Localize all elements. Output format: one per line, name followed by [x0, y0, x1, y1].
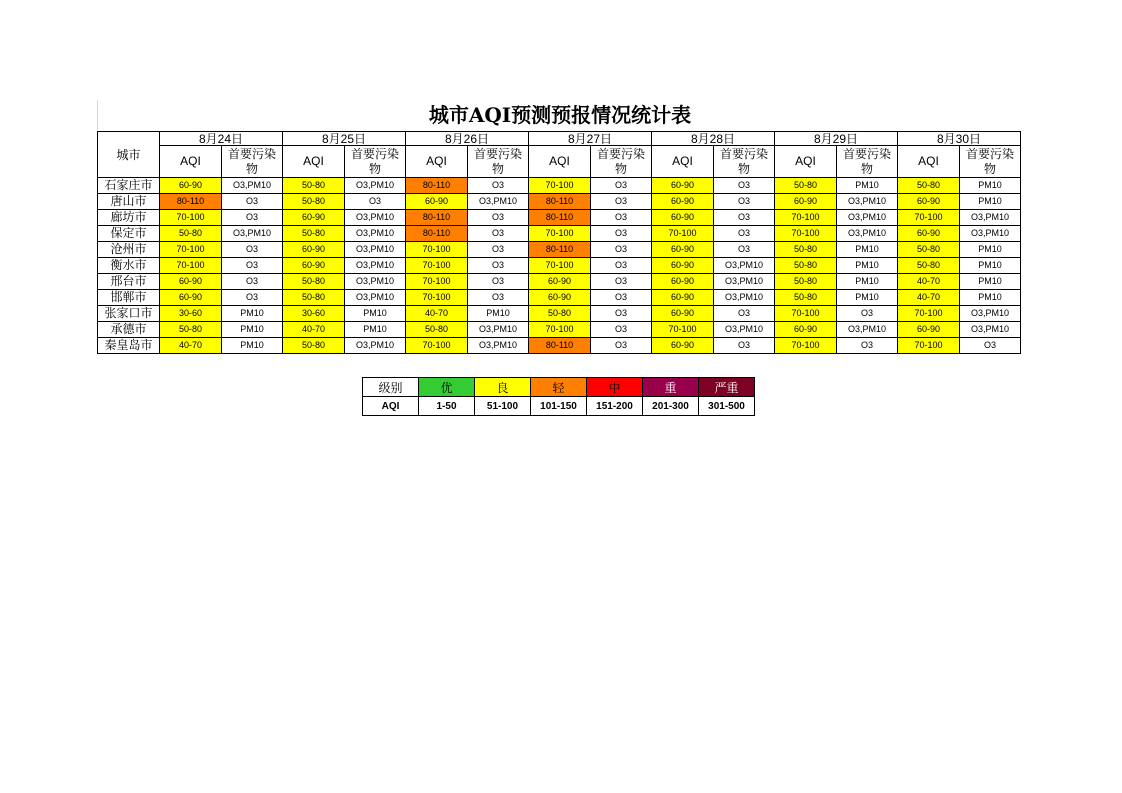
pollutant-cell: O3,PM10	[960, 226, 1021, 242]
aqi-cell: 80-110	[529, 338, 591, 354]
pollutant-header-line1: 首要污染	[227, 146, 276, 161]
pollutant-cell: PM10	[960, 242, 1021, 258]
aqi-cell: 60-90	[652, 258, 714, 274]
table-row	[98, 242, 1021, 258]
pollutant-cell: O3	[591, 210, 652, 226]
aqi-cell: 60-90	[652, 178, 714, 194]
pollutant-cell: O3,PM10	[714, 290, 775, 306]
pollutant-cell: PM10	[837, 178, 898, 194]
aqi-cell: 60-90	[775, 322, 837, 338]
aqi-cell: 60-90	[652, 210, 714, 226]
pollutant-cell: PM10	[960, 290, 1021, 306]
table-row	[98, 338, 1021, 354]
pollutant-cell: PM10	[960, 178, 1021, 194]
pollutant-cell: O3	[468, 274, 529, 290]
aqi-cell: 60-90	[529, 290, 591, 306]
aqi-column-header: AQI	[775, 146, 837, 178]
pollutant-cell: O3	[468, 226, 529, 242]
header-date-row	[98, 132, 1021, 146]
legend-aqi-range: 1-50	[419, 397, 475, 416]
legend-level-swatch: 严重	[699, 378, 755, 397]
aqi-cell: 60-90	[283, 242, 345, 258]
pollutant-header-line1: 首要污染	[596, 146, 645, 161]
aqi-cell: 50-80	[283, 178, 345, 194]
aqi-cell: 70-100	[775, 210, 837, 226]
pollutant-cell: O3,PM10	[714, 274, 775, 290]
aqi-cell: 70-100	[652, 226, 714, 242]
pollutant-cell: PM10	[837, 258, 898, 274]
legend-level-swatch: 良	[475, 378, 531, 397]
aqi-cell: 60-90	[898, 194, 960, 210]
pollutant-cell: O3	[345, 194, 406, 210]
pollutant-header-line2: 物	[491, 161, 504, 176]
aqi-cell: 60-90	[652, 290, 714, 306]
pollutant-cell: PM10	[960, 274, 1021, 290]
aqi-cell: 70-100	[775, 338, 837, 354]
pollutant-cell: PM10	[468, 306, 529, 322]
aqi-cell: 50-80	[283, 338, 345, 354]
aqi-cell: 80-110	[406, 210, 468, 226]
pollutant-column-header	[714, 146, 775, 178]
pollutant-cell: O3	[714, 242, 775, 258]
city-name: 张家口市	[98, 306, 160, 322]
city-name: 石家庄市	[98, 178, 160, 194]
legend-aqi-label: AQI	[363, 397, 419, 416]
city-name: 邢台市	[98, 274, 160, 290]
pollutant-cell: O3	[714, 210, 775, 226]
aqi-cell: 60-90	[652, 194, 714, 210]
aqi-cell: 70-100	[898, 306, 960, 322]
pollutant-header-line1: 首要污染	[965, 146, 1014, 161]
legend-aqi-range: 51-100	[475, 397, 531, 416]
pollutant-cell: O3,PM10	[345, 338, 406, 354]
table-row	[98, 322, 1021, 338]
aqi-cell: 70-100	[898, 338, 960, 354]
pollutant-cell: O3	[468, 258, 529, 274]
aqi-cell: 80-110	[406, 178, 468, 194]
pollutant-header-line2: 物	[983, 161, 996, 176]
aqi-cell: 60-90	[406, 194, 468, 210]
pollutant-cell: O3	[591, 306, 652, 322]
pollutant-cell: O3,PM10	[960, 306, 1021, 322]
pollutant-cell: PM10	[222, 338, 283, 354]
aqi-cell: 70-100	[406, 338, 468, 354]
pollutant-cell: O3	[591, 178, 652, 194]
city-name: 唐山市	[98, 194, 160, 210]
pollutant-cell: PM10	[345, 322, 406, 338]
pollutant-cell: O3	[591, 290, 652, 306]
date-header: 8月29日	[775, 132, 898, 146]
aqi-cell: 80-110	[529, 242, 591, 258]
pollutant-cell: O3,PM10	[960, 322, 1021, 338]
pollutant-cell: O3	[714, 178, 775, 194]
aqi-column-header: AQI	[529, 146, 591, 178]
aqi-cell: 70-100	[529, 178, 591, 194]
legend-aqi-range: 101-150	[531, 397, 587, 416]
city-name: 秦皇岛市	[98, 338, 160, 354]
pollutant-cell: O3,PM10	[837, 226, 898, 242]
pollutant-column-header	[960, 146, 1021, 178]
pollutant-cell: O3	[591, 322, 652, 338]
aqi-cell: 70-100	[775, 226, 837, 242]
pollutant-header-line1: 首要污染	[842, 146, 891, 161]
pollutant-cell: PM10	[837, 290, 898, 306]
aqi-cell: 50-80	[898, 242, 960, 258]
aqi-cell: 40-70	[898, 290, 960, 306]
pollutant-cell: O3,PM10	[714, 258, 775, 274]
pollutant-cell: O3	[468, 290, 529, 306]
pollutant-cell: O3,PM10	[345, 274, 406, 290]
pollutant-cell: O3	[591, 194, 652, 210]
pollutant-cell: O3	[960, 338, 1021, 354]
aqi-cell: 70-100	[406, 258, 468, 274]
aqi-cell: 40-70	[160, 338, 222, 354]
aqi-cell: 50-80	[775, 290, 837, 306]
pollutant-cell: O3	[591, 338, 652, 354]
aqi-cell: 50-80	[160, 322, 222, 338]
legend-level-row	[363, 378, 755, 397]
city-name: 邯郸市	[98, 290, 160, 306]
aqi-cell: 60-90	[652, 306, 714, 322]
aqi-cell: 60-90	[529, 274, 591, 290]
pollutant-cell: O3	[222, 258, 283, 274]
date-header: 8月27日	[529, 132, 652, 146]
date-header: 8月26日	[406, 132, 529, 146]
aqi-column-header: AQI	[898, 146, 960, 178]
pollutant-cell: PM10	[960, 194, 1021, 210]
legend-level-label: 级别	[363, 378, 419, 397]
pollutant-cell: PM10	[837, 274, 898, 290]
city-name: 沧州市	[98, 242, 160, 258]
legend-level-swatch: 轻	[531, 378, 587, 397]
pollutant-cell: O3,PM10	[222, 178, 283, 194]
aqi-cell: 40-70	[283, 322, 345, 338]
aqi-cell: 50-80	[529, 306, 591, 322]
aqi-cell: 60-90	[160, 178, 222, 194]
city-name: 保定市	[98, 226, 160, 242]
pollutant-cell: O3,PM10	[345, 258, 406, 274]
aqi-cell: 50-80	[898, 178, 960, 194]
aqi-cell: 70-100	[406, 242, 468, 258]
pollutant-cell: O3,PM10	[837, 194, 898, 210]
pollutant-cell: O3,PM10	[345, 242, 406, 258]
aqi-cell: 50-80	[775, 274, 837, 290]
pollutant-cell: O3	[714, 226, 775, 242]
date-header: 8月24日	[160, 132, 283, 146]
pollutant-cell: O3	[468, 242, 529, 258]
aqi-column-header: AQI	[283, 146, 345, 178]
legend-level-swatch: 中	[587, 378, 643, 397]
aqi-cell: 80-110	[529, 194, 591, 210]
city-name: 承德市	[98, 322, 160, 338]
pollutant-column-header	[591, 146, 652, 178]
aqi-cell: 60-90	[283, 210, 345, 226]
aqi-cell: 60-90	[898, 322, 960, 338]
aqi-cell: 30-60	[160, 306, 222, 322]
aqi-column-header: AQI	[160, 146, 222, 178]
pollutant-header-line2: 物	[737, 161, 750, 176]
pollutant-cell: O3,PM10	[468, 338, 529, 354]
aqi-cell: 50-80	[160, 226, 222, 242]
pollutant-cell: O3,PM10	[714, 322, 775, 338]
pollutant-cell: O3	[714, 338, 775, 354]
aqi-cell: 60-90	[775, 194, 837, 210]
pollutant-cell: PM10	[960, 258, 1021, 274]
table-row	[98, 210, 1021, 226]
pollutant-cell: O3	[591, 258, 652, 274]
pollutant-cell: PM10	[222, 306, 283, 322]
aqi-forecast-table	[97, 131, 1021, 354]
aqi-cell: 80-110	[160, 194, 222, 210]
aqi-cell: 70-100	[775, 306, 837, 322]
aqi-cell: 40-70	[898, 274, 960, 290]
pollutant-cell: O3,PM10	[960, 210, 1021, 226]
table-row	[98, 306, 1021, 322]
pollutant-cell: O3	[714, 306, 775, 322]
pollutant-cell: O3	[222, 210, 283, 226]
pollutant-cell: O3,PM10	[468, 194, 529, 210]
pollutant-cell: O3,PM10	[468, 322, 529, 338]
pollutant-cell: O3,PM10	[345, 290, 406, 306]
aqi-cell: 50-80	[775, 242, 837, 258]
aqi-cell: 30-60	[283, 306, 345, 322]
aqi-cell: 50-80	[406, 322, 468, 338]
aqi-cell: 50-80	[283, 274, 345, 290]
legend-aqi-range: 201-300	[643, 397, 699, 416]
table-row	[98, 226, 1021, 242]
aqi-cell: 60-90	[283, 258, 345, 274]
aqi-cell: 80-110	[529, 210, 591, 226]
aqi-cell: 70-100	[406, 290, 468, 306]
pollutant-cell: O3	[591, 274, 652, 290]
aqi-cell: 50-80	[283, 194, 345, 210]
legend-level-swatch: 重	[643, 378, 699, 397]
aqi-cell: 60-90	[652, 274, 714, 290]
legend-aqi-range: 151-200	[587, 397, 643, 416]
pollutant-cell: O3,PM10	[345, 226, 406, 242]
pollutant-column-header	[222, 146, 283, 178]
aqi-column-header: AQI	[406, 146, 468, 178]
date-header: 8月25日	[283, 132, 406, 146]
pollutant-cell: O3	[714, 194, 775, 210]
aqi-cell: 50-80	[283, 226, 345, 242]
pollutant-column-header	[837, 146, 898, 178]
city-name: 衡水市	[98, 258, 160, 274]
aqi-cell: 50-80	[283, 290, 345, 306]
aqi-cell: 70-100	[160, 210, 222, 226]
pollutant-cell: O3,PM10	[837, 322, 898, 338]
aqi-cell: 60-90	[160, 290, 222, 306]
aqi-level-legend	[362, 377, 755, 416]
pollutant-cell: O3	[591, 226, 652, 242]
aqi-cell: 70-100	[160, 258, 222, 274]
table-row	[98, 194, 1021, 210]
date-header: 8月30日	[898, 132, 1021, 146]
page-edge-line	[97, 100, 98, 130]
city-name: 廊坊市	[98, 210, 160, 226]
aqi-cell: 50-80	[898, 258, 960, 274]
pollutant-column-header	[468, 146, 529, 178]
table-row	[98, 258, 1021, 274]
table-row	[98, 178, 1021, 194]
aqi-cell: 70-100	[160, 242, 222, 258]
aqi-cell: 40-70	[406, 306, 468, 322]
aqi-cell: 70-100	[406, 274, 468, 290]
aqi-cell: 70-100	[529, 226, 591, 242]
aqi-cell: 60-90	[160, 274, 222, 290]
pollutant-header-line1: 首要污染	[350, 146, 399, 161]
pollutant-cell: O3	[837, 338, 898, 354]
pollutant-cell: PM10	[222, 322, 283, 338]
aqi-cell: 60-90	[652, 242, 714, 258]
pollutant-cell: O3	[222, 242, 283, 258]
pollutant-cell: O3	[222, 274, 283, 290]
pollutant-cell: O3,PM10	[345, 178, 406, 194]
aqi-cell: 70-100	[652, 322, 714, 338]
pollutant-cell: O3	[222, 194, 283, 210]
pollutant-column-header	[345, 146, 406, 178]
pollutant-cell: O3	[591, 242, 652, 258]
aqi-cell: 70-100	[529, 322, 591, 338]
legend-range-row	[363, 397, 755, 416]
aqi-cell: 80-110	[406, 226, 468, 242]
header-sub-row	[98, 146, 1021, 178]
pollutant-cell: O3	[837, 306, 898, 322]
table-row	[98, 290, 1021, 306]
pollutant-cell: O3	[468, 178, 529, 194]
aqi-cell: 60-90	[652, 338, 714, 354]
aqi-cell: 50-80	[775, 178, 837, 194]
pollutant-cell: O3,PM10	[222, 226, 283, 242]
date-header: 8月28日	[652, 132, 775, 146]
aqi-cell: 60-90	[898, 226, 960, 242]
aqi-column-header: AQI	[652, 146, 714, 178]
city-column-header: 城市	[98, 132, 160, 178]
pollutant-cell: PM10	[345, 306, 406, 322]
aqi-cell: 50-80	[775, 258, 837, 274]
pollutant-cell: O3,PM10	[837, 210, 898, 226]
pollutant-header-line2: 物	[614, 161, 627, 176]
pollutant-cell: O3	[468, 210, 529, 226]
aqi-cell: 70-100	[529, 258, 591, 274]
pollutant-cell: O3	[222, 290, 283, 306]
pollutant-header-line2: 物	[245, 161, 258, 176]
legend-aqi-range: 301-500	[699, 397, 755, 416]
page-title: 城市AQI预测预报情况统计表	[428, 103, 692, 127]
legend-level-swatch: 优	[419, 378, 475, 397]
pollutant-cell: O3,PM10	[345, 210, 406, 226]
pollutant-cell: PM10	[837, 242, 898, 258]
table-row	[98, 274, 1021, 290]
pollutant-header-line2: 物	[368, 161, 381, 176]
pollutant-header-line1: 首要污染	[719, 146, 768, 161]
pollutant-header-line1: 首要污染	[473, 146, 522, 161]
aqi-cell: 70-100	[898, 210, 960, 226]
pollutant-header-line2: 物	[860, 161, 873, 176]
